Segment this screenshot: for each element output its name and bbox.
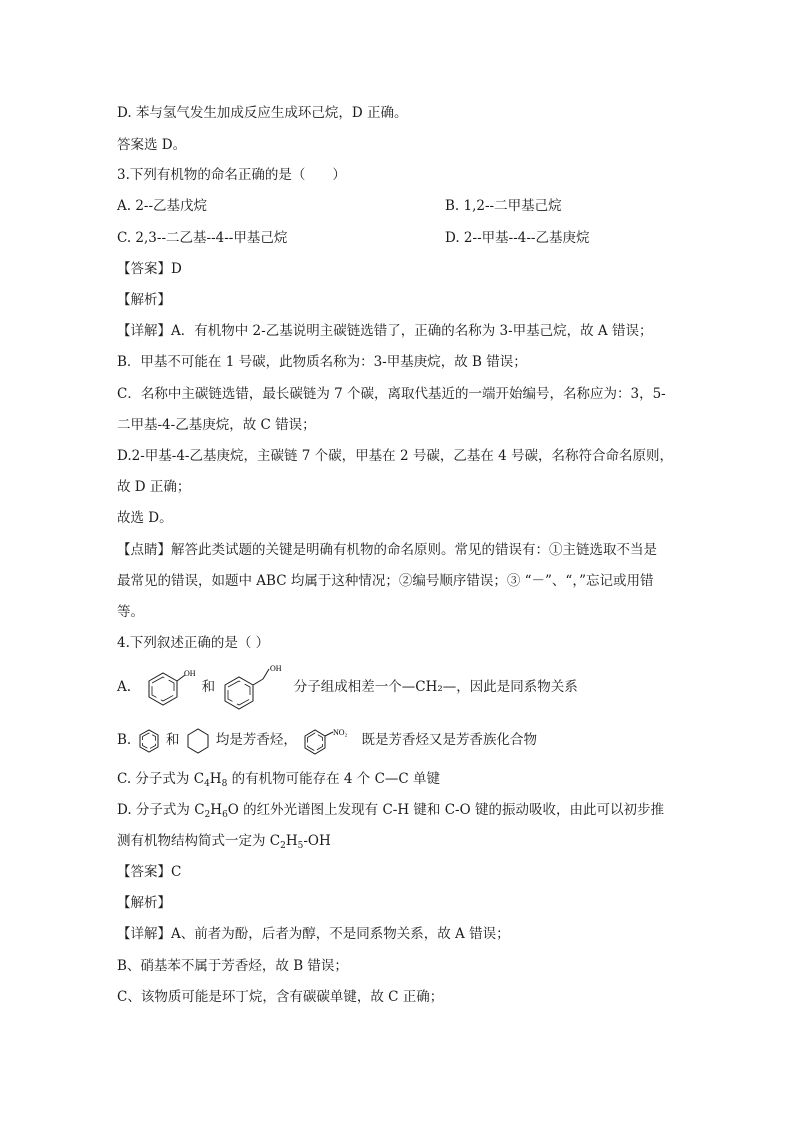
q3-detail-line: 故 D 正确； <box>117 479 191 495</box>
q3-detail-line: D.2-甲基-4-乙基庚烷，主碳链 7 个碳，甲基在 2 号碳，乙基在 4 号碳，名称符合命名原则， <box>117 448 674 464</box>
q3-detail-line: B．甲基不可能在 1 号碳，此物质名称为：3-甲基庚烷，故 B 错误； <box>117 354 527 370</box>
oh-label: OH <box>184 668 196 678</box>
subscript: 2 <box>280 841 286 851</box>
text-run: 测有机物结构简式一定为 C <box>117 833 281 849</box>
subscript: 6 <box>222 810 228 820</box>
q3-analysis-heading: 【解析】 <box>117 292 171 308</box>
q4-option-d <box>117 801 664 819</box>
q4-detail-line: C、该物质可能是环丁烷，含有碳碳单键，故 C 正确； <box>117 989 444 1005</box>
q4-analysis-heading: 【解析】 <box>117 895 171 911</box>
q3-detail-line: 【详解】A．有机物中 2-乙基说明主碳链选错了，正确的名称为 3-甲基己烷，故 A 错误； <box>117 323 653 339</box>
q4-stem: 4.下列叙述正确的是（ ） <box>117 635 270 651</box>
q3-option-a: A. 2--乙基戊烷 <box>117 198 208 214</box>
q3-tip-line: 等。 <box>117 604 144 620</box>
q4-option-d-cont <box>117 832 331 850</box>
benzyl-alcohol-structure-icon <box>219 663 289 713</box>
q3-detail-line: 二甲基-4-乙基庚烷，故 C 错误； <box>117 417 316 433</box>
nitrobenzene-structure-icon <box>301 726 357 756</box>
q3-option-d: D. 2--甲基--4--乙基庚烷 <box>445 230 590 246</box>
q4-answer: 【答案】C <box>117 864 182 880</box>
text-run: H <box>285 833 298 849</box>
q3-detail-line: C．名称中主碳链选错，最长碳链为 7 个碳，离取代基近的一端开始编号，名称应为：3，5- <box>117 386 666 402</box>
option-b-text1: 均是芳香烃， <box>215 732 297 748</box>
q3-tip-line: 【点睛】解答此类试题的关键是明确有机物的命名原则。常见的错误有：①主链选取不当是 <box>117 542 657 558</box>
text-run: 的有机物可能存在 4 个 C—C 单键 <box>227 771 441 787</box>
and-text: 和 <box>165 732 180 748</box>
q3-option-c: C. 2,3--二乙基--4--甲基己烷 <box>117 230 288 246</box>
text-run: H <box>210 802 223 818</box>
q3-tip-line: 最常见的错误，如题中 ABC 均属于这种情况；②编号顺序错误；③ “－”、“，”忘记或用错 <box>117 573 654 589</box>
q3-stem: 3.下列有机物的命名正确的是（ ） <box>117 167 346 183</box>
cyclohexane-structure-icon <box>184 726 212 756</box>
option-label: A. <box>117 679 132 695</box>
benzene-structure-icon <box>136 727 162 755</box>
oh-label: OH <box>270 663 282 673</box>
q4-option-a <box>117 662 578 712</box>
text-run: C. 分子式为 C <box>117 771 205 787</box>
text-run: D. 分子式为 C <box>117 802 205 818</box>
subscript: 4 <box>204 779 210 789</box>
and-text: 和 <box>201 679 216 695</box>
text-run: O 的红外光谱图上发现有 C-H 键和 C-O 键的振动吸收，由此可以初步推 <box>227 802 664 818</box>
q4-detail-line: 【详解】A、前者为酚，后者为醇，不是同系物关系，故 A 错误； <box>117 926 510 942</box>
phenol-structure-icon <box>135 665 197 711</box>
q3-option-b: B. 1,2--二甲基己烷 <box>445 198 562 214</box>
no2-label: NO₂ <box>333 727 348 737</box>
text-run: -OH <box>303 833 331 849</box>
q4-option-b <box>117 724 537 756</box>
option-b-text2: 既是芳香烃又是芳香族化合物 <box>361 732 537 748</box>
subscript: 8 <box>221 779 228 789</box>
subscript: 2 <box>204 810 211 820</box>
text-run: H <box>209 771 222 787</box>
q4-detail-line: B、硝基苯不属于芳香烃，故 B 错误； <box>117 958 348 974</box>
q3-answer: 【答案】D <box>117 261 182 277</box>
q3-detail-line: 故选 D。 <box>117 510 173 526</box>
q4-option-c <box>117 770 440 788</box>
q2-option-d: D. 苯与氢气发生加成反应生成环己烷，D 正确。 <box>117 105 408 121</box>
option-label: B. <box>117 732 132 748</box>
option-a-text: 分子组成相差一个—CH₂—，因此是同系物关系 <box>293 679 578 695</box>
q2-answer: 答案选 D。 <box>117 137 187 153</box>
subscript: 5 <box>297 841 304 851</box>
